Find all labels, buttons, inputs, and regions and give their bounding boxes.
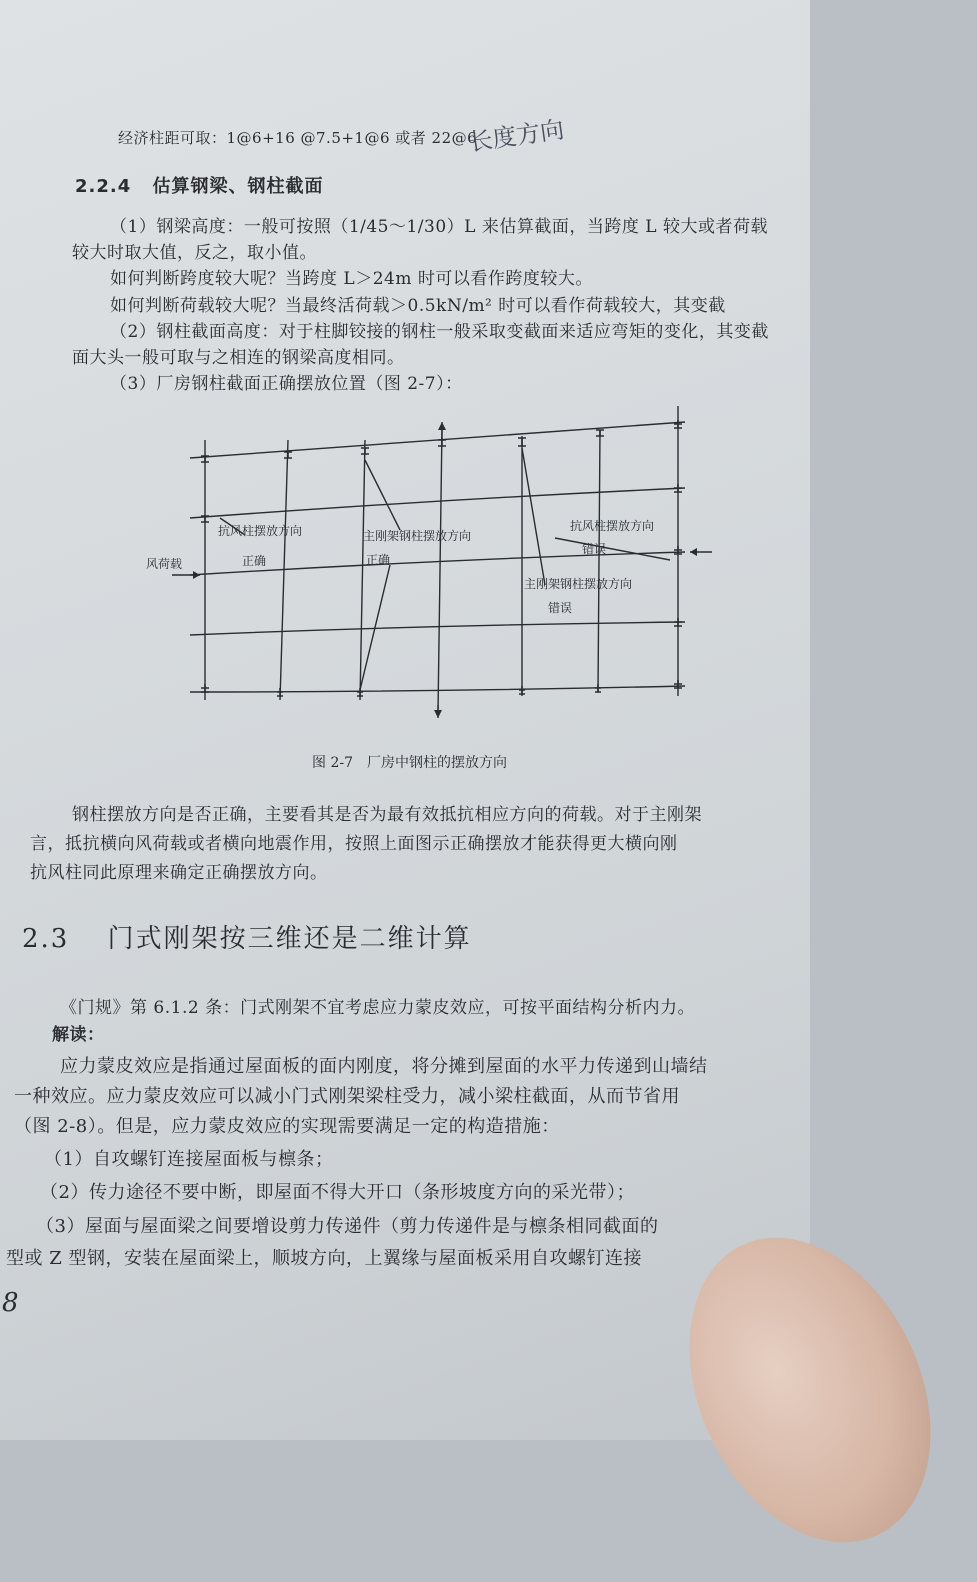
column-spacing-line: 经济柱距可取：1@6+16 @7.5+1@6 或者 22@6 [118,129,478,147]
wind-arrowhead-left [193,571,200,579]
section-number: 2.3 [22,924,70,954]
label-main-wrong-1: 主刚架钢柱摆放方向 [524,577,633,591]
section-2-2-4-heading [75,172,324,198]
label-wind-wrong-2: 错误 [582,542,607,556]
column-line-f [598,430,600,692]
list-item: （1）自攻螺钉连接屋面板与檩条； [44,1149,334,1170]
paragraph-line: 较大时取大值，反之，取小值。 [72,243,317,263]
finger-thumb [643,1199,977,1582]
section-title: 估算钢梁、钢柱截面 [152,176,324,197]
section-number: 2.2.4 [75,176,132,197]
figure-caption: 图 2-7 厂房中钢柱的摆放方向 [312,755,507,771]
paragraph-line: 如何判断荷载较大呢？当最终活荷载＞0.5kN/m² 时可以看作荷载较大，其变截 [110,296,726,316]
leader-line [365,460,400,530]
grid-line-4 [190,622,685,635]
label-wind-correct-1: 抗风柱摆放方向 [218,524,303,538]
arrowhead-top [438,422,446,430]
section-title: 门式刚架按三维还是二维计算 [107,924,472,954]
section-2-3-heading [22,918,472,955]
column-line-c [360,440,365,700]
paragraph-line: （2）钢柱截面高度：对于柱脚铰接的钢柱一般采取变截面来适应弯矩的变化，其变截 [110,322,769,342]
leader-line [522,448,545,585]
grid-line-1 [190,422,685,458]
paragraph-line: 钢柱摆放方向是否正确，主要看其是否为最有效抵抗相应方向的荷载。对于主刚架 [72,805,702,825]
grid-line-5 [190,686,685,692]
paragraph-line: （图 2-8）。但是，应力蒙皮效应的实现需要满足一定的构造措施： [14,1116,560,1137]
label-main-correct-1: 主刚架钢柱摆放方向 [363,529,472,543]
handwritten-note: 长度方向 [466,115,566,157]
leader-line [555,538,670,560]
label-main-correct-2: 正确 [366,553,391,567]
paragraph-line: 抗风柱同此原理来确定正确摆放方向。 [30,863,328,883]
paragraph-line: （1）钢梁高度：一般可按照（1/45～1/30）L 来估算截面，当跨度 L 较大或者荷载 [110,217,768,237]
label-wind-load: 风荷载 [146,557,183,571]
interpretation-label: 解读： [52,1025,105,1045]
label-wind-wrong-1: 抗风柱摆放方向 [570,519,655,533]
paragraph-line: 言，抵抗横向风荷载或者横向地震作用，按照上面图示正确摆放才能获得更大横向刚 [30,834,678,854]
list-item: （3）屋面与屋面梁之间要增设剪力传递件（剪力传递件是与檩条相同截面的 [36,1216,659,1237]
grid-line-2 [190,488,685,518]
label-wind-correct-2: 正确 [242,554,267,568]
label-main-wrong-2: 错误 [548,601,573,615]
figure-2-7-diagram [146,400,710,720]
wind-arrowhead-right [690,548,697,556]
paragraph-line: 一种效应。应力蒙皮效应可以减小门式刚架梁柱受力，减小梁柱截面，从而节省用 [14,1086,680,1107]
paragraph-line: 面大头一般可取与之相连的钢梁高度相同。 [72,348,405,368]
page-number: 8 [2,1288,19,1318]
list-item: 型或 Z 型钢，安装在屋面梁上，顺坡方向，上翼缘与屋面板采用自攻螺钉连接 [6,1248,642,1269]
arrowhead-bottom [434,710,442,718]
column-line-d [438,428,442,712]
list-item: （2）传力途径不要中断，即屋面不得大开口（条形坡度方向的采光带）； [40,1182,635,1203]
paragraph-line: （3）厂房钢柱截面正确摆放位置（图 2-7）： [110,374,463,394]
code-clause-line: 《门规》第 6.1.2 条：门式刚架不宜考虑应力蒙皮效应，可按平面结构分析内力。 [60,998,696,1018]
paragraph-line: 如何判断跨度较大呢？当跨度 L＞24m 时可以看作跨度较大。 [110,269,593,289]
paragraph-line: 应力蒙皮效应是指通过屋面板的面内刚度，将分摊到屋面的水平力传递到山墙结 [60,1056,708,1077]
